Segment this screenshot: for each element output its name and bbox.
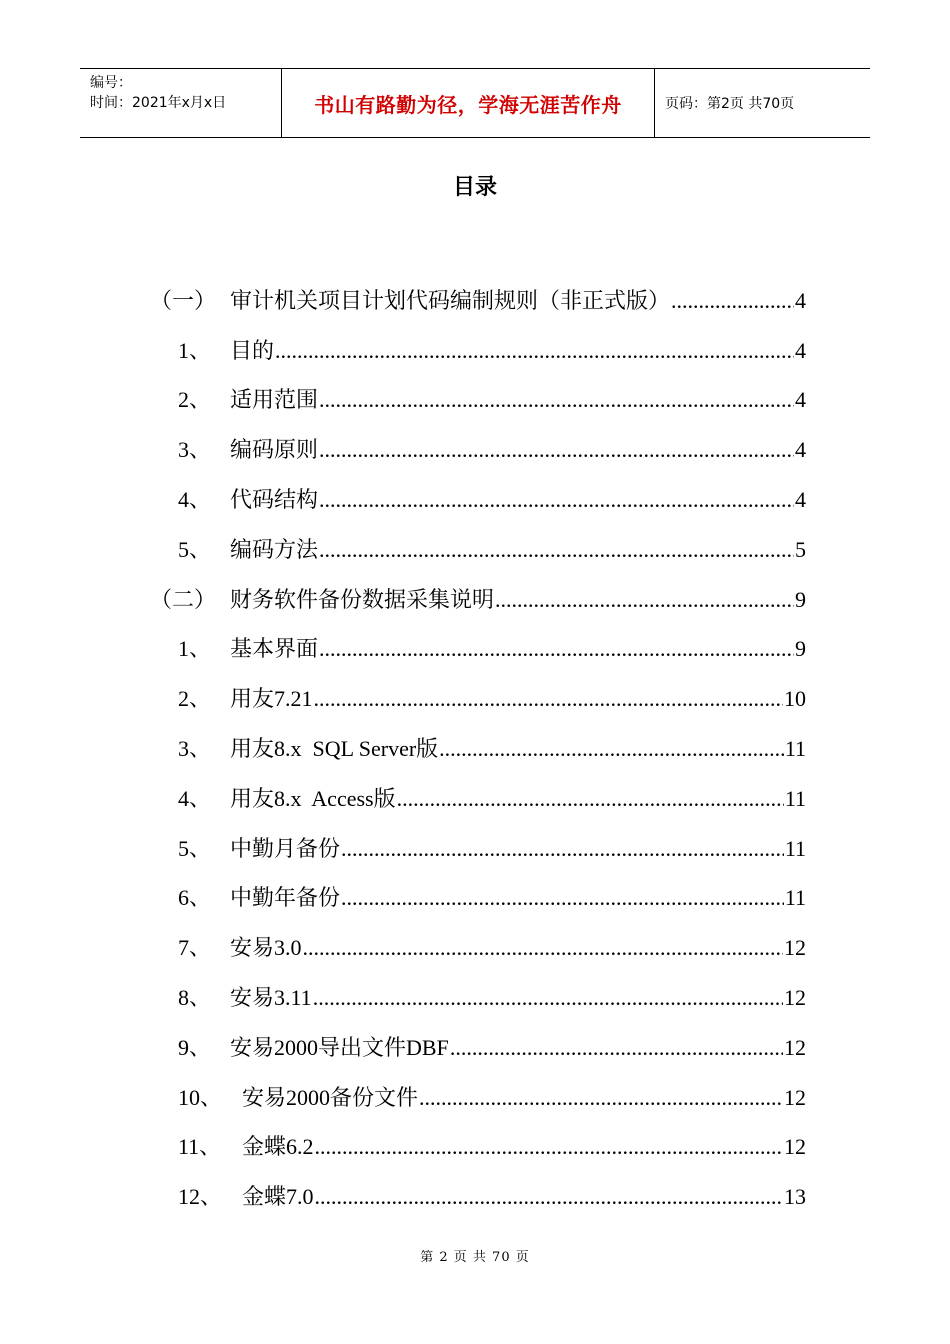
toc-entry-number: 5、: [178, 536, 212, 562]
toc-entry-page: 9: [795, 586, 806, 612]
toc-entry[interactable]: [150, 710, 806, 760]
toc-entry[interactable]: [150, 461, 806, 511]
toc-leader-dots: [275, 340, 794, 362]
toc-entry-number: 3、: [178, 735, 212, 761]
toc-entry[interactable]: [150, 262, 806, 312]
toc-leader-dots: [315, 1186, 783, 1208]
toc-leader-dots: [313, 987, 783, 1009]
toc-entry-number: 1、: [178, 337, 212, 363]
toc-entry-page: 4: [795, 437, 806, 463]
toc-entry[interactable]: [150, 860, 806, 910]
toc-leader-dots: [314, 688, 783, 710]
toc-entry-label: 中勤月备份: [230, 835, 341, 861]
header-page-cell: [655, 69, 870, 137]
toc-leader-dots: [303, 937, 783, 959]
toc-entry-page: 11: [784, 735, 806, 761]
header-code-label: 编号：: [90, 75, 132, 91]
toc-entry-page: 12: [784, 1034, 806, 1060]
toc-entry-page: 5: [795, 536, 806, 562]
toc-entry-number: 4、: [178, 486, 212, 512]
toc-entry[interactable]: [150, 660, 806, 710]
toc-entry-label: 金蝶7.0: [242, 1184, 314, 1210]
toc-entry-number: 5、: [178, 835, 212, 861]
toc-leader-dots: [341, 887, 784, 909]
header-page-info: 页码：第2页 共70页: [665, 96, 795, 112]
toc-entry-label: 编码方法: [230, 536, 319, 562]
toc-leader-dots: [319, 389, 794, 411]
toc-entry-number: 10、: [178, 1084, 223, 1110]
toc-leader-dots: [450, 1037, 783, 1059]
toc-entry-number: 2、: [178, 686, 212, 712]
toc-entry-label: 财务软件备份数据采集说明: [230, 586, 495, 612]
header-meta-cell: [80, 69, 282, 137]
toc-entry[interactable]: [150, 959, 806, 1009]
toc-entry-page: 11: [784, 885, 806, 911]
toc-entry[interactable]: [150, 909, 806, 959]
toc-entry[interactable]: [150, 561, 806, 611]
toc-entry-label: 编码原则: [230, 437, 319, 463]
toc-entry-page: 4: [795, 387, 806, 413]
toc-entry-page: 10: [784, 686, 806, 712]
toc-entry-number: （一）: [150, 287, 217, 313]
toc-entry-label: 安易2000备份文件: [242, 1084, 419, 1110]
toc-entry-page: 12: [784, 984, 806, 1010]
toc-entry-number: 6、: [178, 885, 212, 911]
toc-entry-label: 金蝶6.2: [242, 1134, 314, 1160]
toc-entry[interactable]: [150, 411, 806, 461]
toc-entry[interactable]: [150, 1109, 806, 1159]
toc-entry-label: 用友7.21: [230, 686, 313, 712]
toc-entry-label: 安易2000导出文件DBF: [230, 1034, 449, 1060]
toc-entry[interactable]: [150, 810, 806, 860]
toc-entry-number: 9、: [178, 1034, 212, 1060]
toc-entry[interactable]: [150, 1009, 806, 1059]
toc-entry-number: 12、: [178, 1184, 223, 1210]
table-of-contents: [150, 262, 806, 1208]
toc-entry-label: 用友8.x Access版: [230, 785, 396, 811]
toc-entry-number: 11、: [178, 1134, 222, 1160]
toc-entry-page: 12: [784, 1134, 806, 1160]
toc-leader-dots: [319, 638, 794, 660]
toc-entry-page: 12: [784, 1084, 806, 1110]
toc-entry[interactable]: [150, 511, 806, 561]
toc-entry-number: 3、: [178, 437, 212, 463]
toc-entry[interactable]: [150, 312, 806, 362]
toc-entry-page: 4: [795, 486, 806, 512]
toc-leader-dots: [419, 1087, 783, 1109]
toc-entry-page: 13: [784, 1184, 806, 1210]
page-footer: 第 2 页 共 70 页: [420, 1250, 530, 1265]
toc-entry-number: 4、: [178, 785, 212, 811]
toc-leader-dots: [671, 290, 794, 312]
header-motto-cell: [282, 69, 655, 137]
toc-leader-dots: [319, 539, 794, 561]
toc-entry-label: 适用范围: [230, 387, 319, 413]
toc-entry-label: 用友8.x SQL Server版: [230, 735, 439, 761]
toc-entry-label: 安易3.11: [230, 984, 312, 1010]
toc-leader-dots: [319, 439, 794, 461]
toc-entry[interactable]: [150, 1059, 806, 1109]
toc-entry-number: （二）: [150, 586, 217, 612]
toc-entry[interactable]: [150, 611, 806, 661]
toc-entry-page: 11: [784, 835, 806, 861]
toc-entry-label: 基本界面: [230, 636, 319, 662]
header-time-label: 时间：2021年x月x日: [90, 95, 227, 111]
toc-entry-number: 8、: [178, 984, 212, 1010]
header-motto: 书山有路勤为径，学海无涯苦作舟: [314, 92, 622, 117]
toc-entry-label: 目的: [230, 337, 275, 363]
toc-entry-number: 1、: [178, 636, 212, 662]
toc-entry-label: 代码结构: [230, 486, 319, 512]
toc-entry-number: 7、: [178, 935, 212, 961]
toc-leader-dots: [319, 489, 794, 511]
toc-leader-dots: [439, 738, 784, 760]
toc-leader-dots: [495, 589, 794, 611]
toc-entry-page: 4: [795, 337, 806, 363]
toc-entry-label: 审计机关项目计划代码编制规则（非正式版）: [230, 287, 671, 313]
toc-leader-dots: [315, 1136, 783, 1158]
toc-entry-page: 11: [784, 785, 806, 811]
toc-entry[interactable]: [150, 760, 806, 810]
document-header: [80, 68, 870, 138]
toc-entry-page: 9: [795, 636, 806, 662]
toc-entry-page: 4: [795, 287, 806, 313]
toc-entry-page: 12: [784, 935, 806, 961]
toc-entry[interactable]: [150, 1158, 806, 1208]
toc-entry-label: 安易3.0: [230, 935, 302, 961]
toc-entry-number: 2、: [178, 387, 212, 413]
toc-entry-label: 中勤年备份: [230, 885, 341, 911]
toc-leader-dots: [341, 838, 784, 860]
toc-entry[interactable]: [150, 362, 806, 412]
toc-title: 目录: [452, 175, 497, 200]
toc-leader-dots: [397, 788, 784, 810]
